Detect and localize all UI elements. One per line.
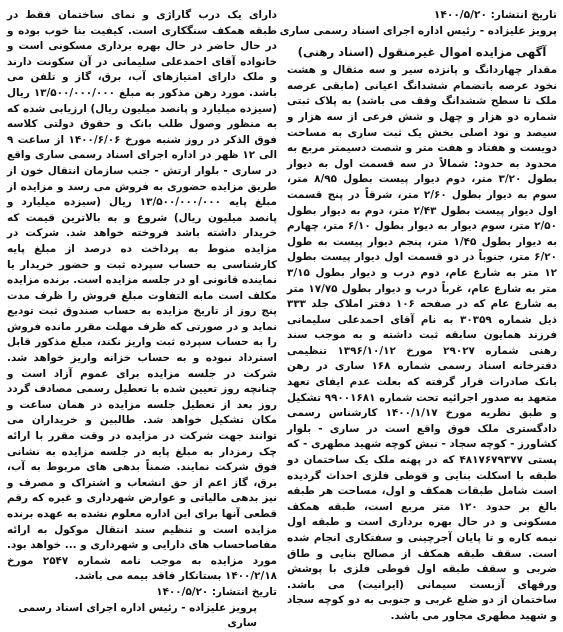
notice-body-part-2: دارای یک درب گاراژی و نمای ساختمان فقط در طبقه همکف سنگکاری است. کیفیت بنا خوب بوده و در حال حاضر در حال بهره برداری مسکونی است و خانواده آقای احمدعلی سلیمانی در آن سکونت دارند و ملک دارای امتیازهای آب، برق، گاز و تلفن می باشد. مورد رهن مذکور به مبلغ ۱۳/۵۰۰/۰۰۰/۰۰۰ ریال (سیزده میلیارد و پانصد میلیون ریال) ارزیابی شده که به منظور وصول طلب بانک و حقوق دولتی کلاسه فوق الذکر در روز شنبه مورخ ۱۴۰۰/۶/۰۶ از ساعت ۹ الی ۱۲ ظهر در اداره اجرای اسناد رسمی ساری واقع در ساری - بلوار ارتش - جنب سازمان انتقال خون از طریق مزایده حضوری به فروش می رسد و مزایده از مبلغ پایه ۱۳/۵۰۰/۰۰۰/۰۰۰ ریال (سیزده میلیارد و پانصد میلیون ریال) شروع و به بالاترین قیمت که خریدار داشته باشد فروخته خواهد شد. شرکت در مزایده منوط به پرداخت ده درصد از مبلغ پایه کارشناسی به حساب سپرده ثبت و حضور خریدار یا نماینده قانونی او در جلسه مزایده است. برنده مزایده مکلف است مابه التفاوت مبلغ فروش را ظرف مدت پنج روز از تاریخ مزایده به حساب صندوق ثبت تودیع نماید و در صورتی که ظرف مهلت مقرر مانده فروش را به حساب سپرده ثبت واریز نکند، مبلغ مذکور قابل استرداد نبوده و به حساب خزانه واریز خواهد شد. شرکت در جلسه مزایده برای عموم آزاد است و چنانچه روز تعیین شده با تعطیل رسمی مصادف گردد روز بعد از تعطیل جلسه مزایده در همان ساعت و مکان تشکیل خواهد شد. طالبین و خریداران می توانند جهت شرکت در مزایده در وقت مقرر با ارائه چک رمزدار به مبلغ پایه در جلسه مزایده به نشانی فوق شرکت نمایند. ضمناً بدهی های مربوط به آب، برق، گاز اعم از حق انشعاب و اشتراک و مصرف و نیز بدهی مالیاتی و عوارض شهرداری و غیره که رقم قطعی آنها برای این اداره معلوم نشده به عهده برنده مزایده است و تنظیم سند انتقال موکول به ارائه مفاصاحساب های دارایی و شهرداری و ... خواهد بود. مورد مزایده به موجب نامه شماره ۲۵۴۷ مورخ ۱۴۰۰/۲/۱۸ بستانکار فاقد بیمه می باشد. [7, 9, 278, 583]
notice-title: آگهی مزایده اموال غیرمنقول (اسناد رهنی) [297, 45, 547, 60]
signer: پرویز علیزاده - رئیس اداره اجرای اسناد رسمی ساری [279, 24, 557, 37]
left-column [7, 8, 278, 630]
footer-publish-date: تاریخ انتشار: ۱۴۰۰/۵/۲۰ [156, 585, 277, 598]
footer-signer: پرویز علیزاده - رئیس اداره اجرای اسناد رسمی ساری [18, 601, 257, 630]
notice-body-part-1: مقدار چهاردانگ و پانزده سیر و سه مثقال و هشت نخود عرصه باتضمام ششدانگ اعیانی (مابقی عرصه ملک تا سطح ششدانگ وقف می باشد) به پلاک ثبتی شماره دو هزار و چهل و شش فرعی از سه هزار و سیصد و نود اصلی بخش یک ثبت ساری به مساحت دویست و هفتاد و هفت متر و شصت دسیمتر مربع به محدود به حدود: شمالاً در سه قسمت اول به دیوار بطول ۳/۲۰ متر، دوم دیوار پیست بطول ۸/۹۵ متر، سوم به دیوار بطول ۲/۶۰ متر، شرقاً در پنج قسمت اول دیوار پیست بطول ۲/۴۳ متر، دوم به دیوار بطول ۲/۵۰ متر، سوم دیوار به دیوار بطول ۶/۱۰ متر، چهارم به دیوار بطول ۱/۴۵ متر، پنجم دیوار پیست به طول ۶/۲۰ متر، جنوباً در دو قسمت اول دیوار پیست بطول ۱۲ متر به شارع عام، دوم درب و دیوار بطول ۳/۱۵ متر به شارع عام، غرباً درب و دیوار بطول ۱۷/۷۵ متر به شارع عام که در صفحه ۱۰۶ دفتر املاک جلد ۳۳۳ ذیل شماره ۳۰۳۵۹ به نام آقای احمدعلی سلیمانی فرزند همایون سابقه ثبت داشته و به موجب سند رهنی شماره ۲۹۰۲۷ مورخ ۱۳۹۶/۱۰/۱۲ تنظیمی دفترخانه اسناد رسمی شماره ۱۶۸ ساری در رهن بانک صادرات قرار گرفته که بعلت عدم ایفای تعهد متعهد به صدور اجرائیه تحت شماره ۹۹۰۰۱۶۸۱ تشکیل و طبق نظریه مورخ ۱۴۰۰/۱/۱۷ کارشناس رسمی دادگستری ملک فوق واقع است در ساری - بلوار کشاورز - کوچه سجاد - نبش کوچه شهید مطهری - که پستی ۴۸۱۷۶۷۹۳۷۷ که در پهنه ملک یک ساختمان دو طبقه با اسکلت بنایی و قوطی فلزی احداث گردیده است شامل طبقات همکف و اول، مساحت هر طبقه بالغ بر حدود ۱۲۰ متر مربع است، طبقه همکف مسکونی و در حال بهره برداری است و طبقه اول نیمه کاره و تا پایان آجرچینی و سفتکاری انجام شده است. سقف طبقه همکف از مصالح بنایی و طاق ضربی و سقف طبقه اول قوطی فلزی با پوشش ورقهای آزبست سیمانی (ایرانیت) می باشد. ساختمان از دو ضلع غربی و جنوبی به دو کوچه سجاد و شهید مطهری مجاور می باشد. [287, 64, 558, 622]
publish-date: تاریخ انتشار: ۱۴۰۰/۵/۲۰ [433, 9, 557, 21]
right-column [279, 8, 558, 622]
